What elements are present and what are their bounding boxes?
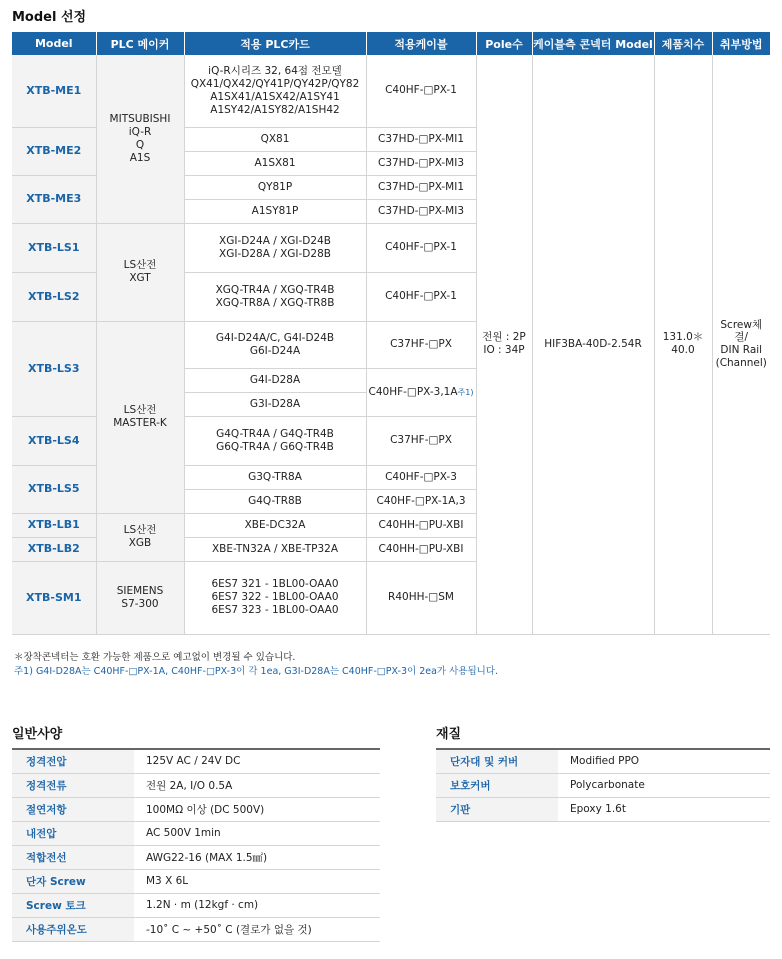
note-footnote-1: 주1) G4I-D28A는 C40HF-□PX-1A, C40HF-□PX-3이 각 1ea, G3I-D28A는 C40HF-□PX-3이 2ea가 사용됩니다. [14,666,499,677]
pole-line: 전원 : 2P [482,331,526,344]
pole-cell [476,55,532,634]
maker-line: XGT [129,272,151,284]
model-cell: XTB-LB1 [12,513,96,537]
mounting-line: DIN Rail [720,344,763,357]
dimensions-cell: 131.0＊40.0 [654,55,712,634]
plc-card-line: G6Q-TR4A / G6Q-TR4B [216,440,334,453]
header-plc-card: 적용 PLC카드 [184,32,366,55]
spec-label: 보호커버 [436,773,558,797]
plc-card-cell: QX81 [184,127,366,151]
header-connector-model: 케이블측 콘넥터 Model [532,32,654,55]
plc-card-cell: XBE-TN32A / XBE-TP32A [184,537,366,561]
spec-value: Polycarbonate [558,773,770,797]
header-mounting: 취부방법 [712,32,770,55]
maker-cell [96,223,184,321]
spec-label: 단자 Screw [12,869,134,893]
spec-label: 기판 [436,797,558,821]
model-cell: XTB-LS4 [12,416,96,465]
spec-label: 단자대 및 커버 [436,749,558,773]
maker-line: iQ-R [128,125,152,138]
cable-cell: C37HD-□PX-MI3 [366,151,476,175]
maker-line: Q [135,138,145,151]
cable-cell: C37HF-□PX [366,416,476,465]
spec-value: AC 500V 1min [134,821,380,845]
spec-value: 전원 2A, I/O 0.5A [134,773,380,797]
maker-line: MASTER-K [113,417,167,429]
plc-card-line: 6ES7 322 - 1BL00-OAA0 [211,591,339,604]
footnote-marker: 주1) [457,387,474,397]
plc-card-line: 6ES7 321 - 1BL00-OAA0 [211,578,339,591]
spec-row [12,773,380,797]
connector-model-cell: HIF3BA-40D-2.54R [532,55,654,634]
cable-cell: C40HH-□PU-XBI [366,537,476,561]
material-spec-table [436,748,770,822]
cable-cell: R40HH-□SM [366,561,476,634]
maker-cell [96,55,184,223]
maker-cell [96,321,184,513]
plc-card-cell: G4I-D28A [184,368,366,392]
spec-value: -10˚ C ~ +50˚ C (결로가 없을 것) [134,917,380,941]
plc-card-line: XGQ-TR4A / XGQ-TR4B [215,283,335,296]
pole-line: IO : 34P [483,344,525,357]
plc-card-cell: A1SX81 [184,151,366,175]
plc-card-cell: G3I-D28A [184,392,366,416]
plc-card-cell: G3Q-TR8A [184,465,366,489]
plc-card-line: XGI-D24A / XGI-D24B [219,234,331,247]
plc-card-line: iQ-R시리즈 32, 64점 전모델 [208,65,342,78]
spec-value: AWG22-16 (MAX 1.5㎟) [134,845,380,869]
cable-cell [366,368,476,416]
spec-value: 100MΩ 이상 (DC 500V) [134,797,380,821]
spec-row [436,749,770,773]
plc-card-line: A1SX41/A1SX42/A1SY41 [210,90,340,103]
plc-card-cell: XBE-DC32A [184,513,366,537]
spec-value: M3 X 6L [134,869,380,893]
mounting-cell [712,55,770,634]
model-cell: XTB-LS5 [12,465,96,513]
model-cell: XTB-LS1 [12,223,96,272]
spec-row [12,821,380,845]
plc-card-cell [184,55,366,127]
cable-cell: C37HF-□PX [366,321,476,368]
maker-cell [96,561,184,634]
model-cell: XTB-LS3 [12,321,96,416]
spec-row [12,917,380,941]
header-plc-maker: PLC 메이커 [96,32,184,55]
plc-card-line: A1SY42/A1SY82/A1SH42 [210,103,340,116]
model-cell: XTB-LS2 [12,272,96,321]
header-cable: 적용케이블 [366,32,476,55]
spec-value: 1.2N · m (12kgf · cm) [134,893,380,917]
plc-card-cell [184,416,366,465]
plc-card-line: XGQ-TR8A / XGQ-TR8B [215,296,335,309]
plc-card-line: XGI-D28A / XGI-D28B [219,247,331,260]
cable-cell: C40HF-□PX-1 [366,272,476,321]
spec-label: 절연저항 [12,797,134,821]
cable-cell: C40HH-□PU-XBI [366,513,476,537]
plc-card-cell [184,321,366,368]
table-header-row [12,32,770,55]
maker-line: A1S [129,151,151,164]
maker-cell [96,513,184,561]
spec-label: 사용주위온도 [12,917,134,941]
material-spec-title: 재질 [436,727,462,742]
model-cell: XTB-ME1 [12,55,96,127]
cable-cell: C40HF-□PX-1 [366,223,476,272]
spec-row [12,797,380,821]
spec-value: Epoxy 1.6t [558,797,770,821]
cable-text: C40HF-□PX-3,1A [368,385,458,398]
plc-card-cell: G4Q-TR8B [184,489,366,513]
model-cell: XTB-SM1 [12,561,96,634]
mounting-line: (Channel) [715,357,767,370]
plc-card-line: G4Q-TR4A / G4Q-TR4B [216,427,334,440]
cable-cell: C40HF-□PX-1A,3 [366,489,476,513]
spec-row [436,773,770,797]
spec-label: 정격전류 [12,773,134,797]
header-dimensions: 제품치수 [654,32,712,55]
maker-line: LS산전 [123,259,157,272]
plc-card-line: 6ES7 323 - 1BL00-OAA0 [211,603,339,616]
cable-cell: C37HD-□PX-MI1 [366,175,476,199]
note-connector-change: ＊장착콘넥터는 호환 가능한 제품으로 예고없이 변경될 수 있습니다. [14,652,296,663]
spec-value: Modified PPO [558,749,770,773]
plc-card-cell: A1SY81P [184,199,366,223]
plc-card-line: G4I-D24A/C, G4I-D24B [215,331,335,344]
spec-row [12,749,380,773]
spec-label: 정격전압 [12,749,134,773]
plc-card-line: G6I-D24A [249,344,301,357]
maker-line: SIEMENS [116,584,164,597]
spec-label: 내전압 [12,821,134,845]
model-section-title: Model 선정 [12,10,87,25]
spec-row [436,797,770,821]
spec-row [12,869,380,893]
spec-label: 적합전선 [12,845,134,869]
cable-cell: C37HD-□PX-MI3 [366,199,476,223]
general-spec-table [12,748,380,942]
maker-line: XGB [128,537,152,549]
model-cell: XTB-LB2 [12,537,96,561]
notes [14,651,498,679]
plc-card-cell [184,561,366,634]
spec-value: 125V AC / 24V DC [134,749,380,773]
general-spec-title: 일반사양 [12,727,63,742]
cable-cell: C37HD-□PX-MI1 [366,127,476,151]
model-cell: XTB-ME2 [12,127,96,175]
plc-card-cell [184,272,366,321]
header-model: Model [12,32,96,55]
maker-line: LS산전 [123,404,157,417]
spec-row [12,893,380,917]
spec-row [12,845,380,869]
spec-label: Screw 토크 [12,893,134,917]
maker-line: S7-300 [121,597,159,610]
cable-cell: C40HF-□PX-3 [366,465,476,489]
plc-card-line: QX41/QX42/QY41P/QY42P/QY82 [190,77,360,90]
plc-card-cell: QY81P [184,175,366,199]
cable-cell: C40HF-□PX-1 [366,55,476,127]
model-selection-table [12,32,770,635]
mounting-line: Screw체결/ [720,318,763,344]
model-cell: XTB-ME3 [12,175,96,223]
plc-card-cell [184,223,366,272]
maker-line: LS산전 [123,524,157,537]
table-row [12,55,770,127]
maker-line: MITSUBISHI [109,113,171,126]
header-pole: Pole수 [476,32,532,55]
